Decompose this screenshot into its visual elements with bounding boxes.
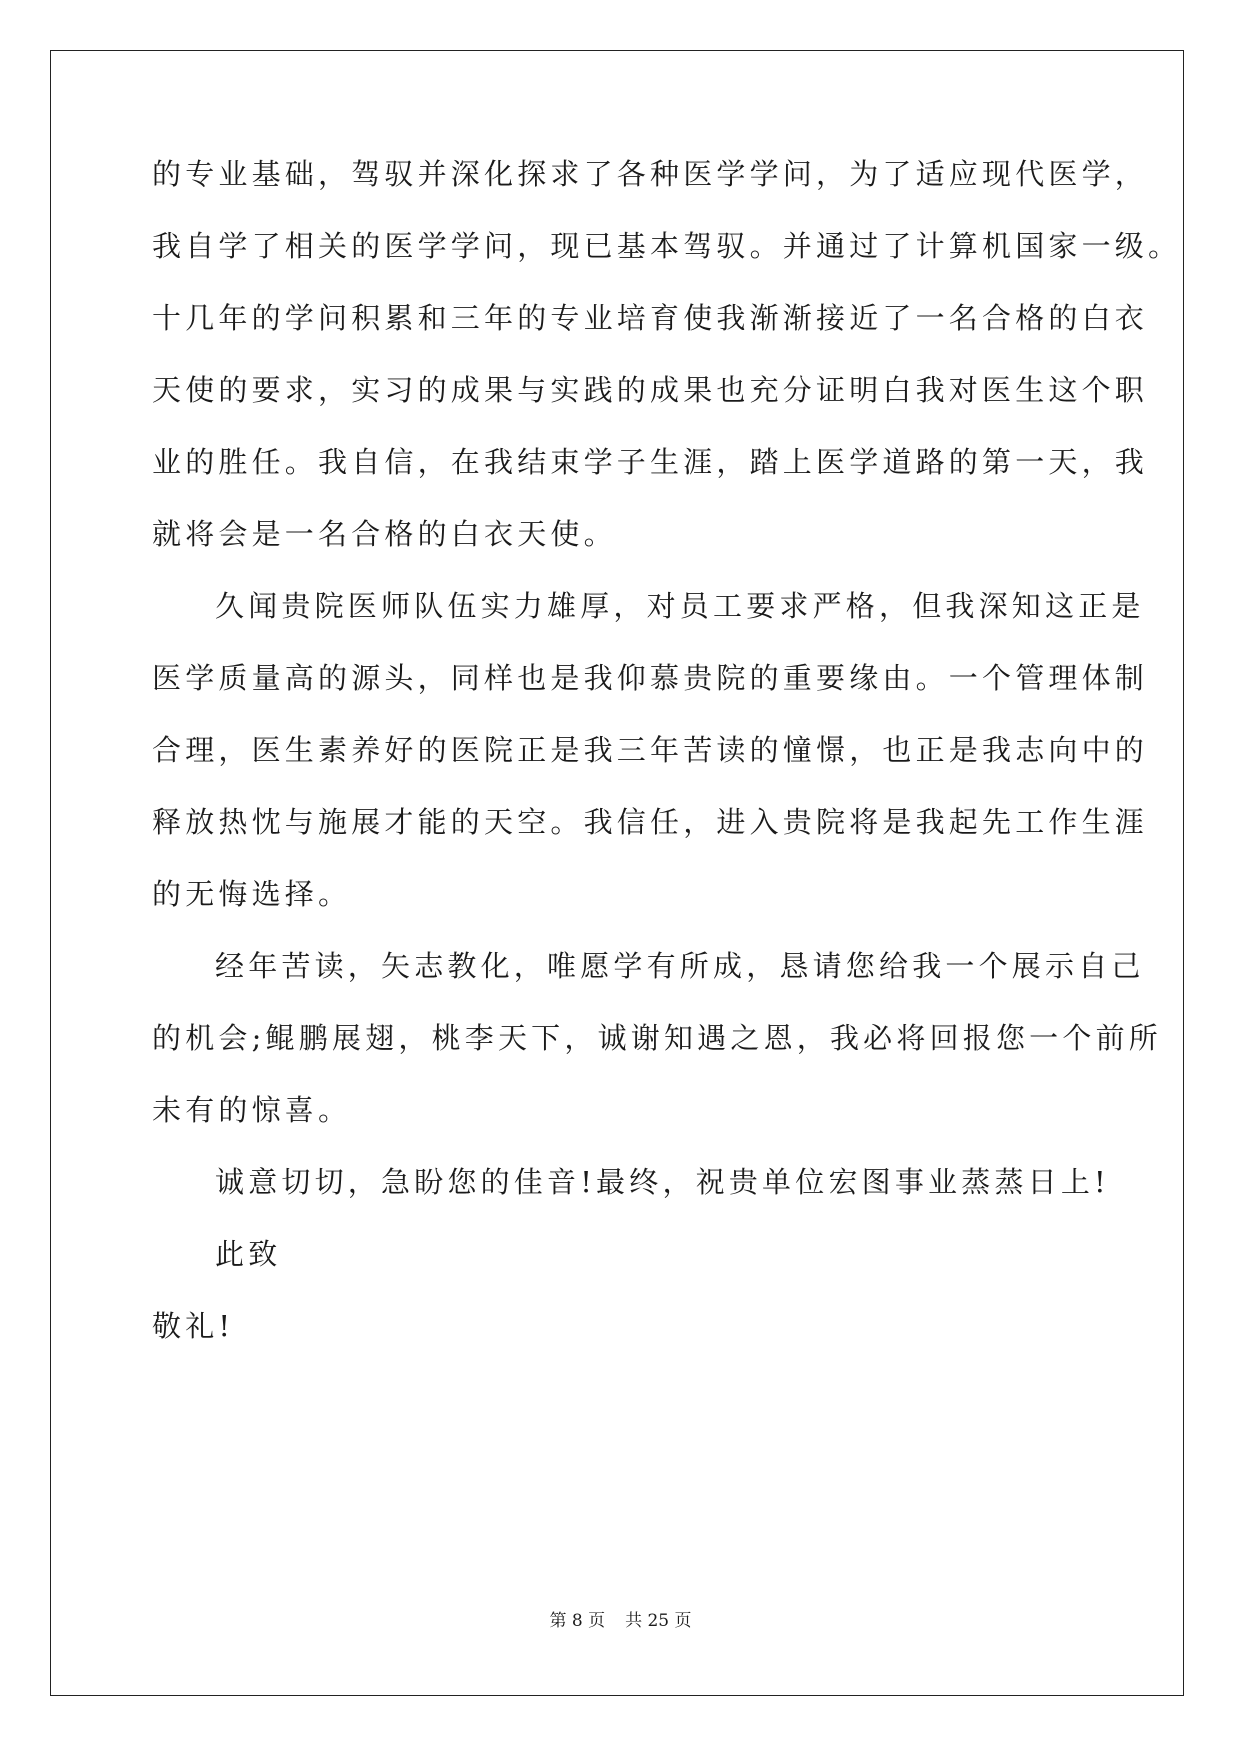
text-line: 就将会是一名合格的白衣天使。	[152, 517, 617, 551]
page-total: 共 25 页	[625, 1611, 692, 1631]
text-line: 业的胜任。我自信，在我结束学子生涯，踏上医学道路的第一天，我	[152, 445, 1149, 479]
text-line: 合理，医生素养好的医院正是我三年苦读的憧憬，也正是我志向中的	[152, 733, 1149, 767]
text-line: 的专业基础，驾驭并深化探求了各种医学学问，为了适应现代医学，	[152, 157, 1149, 191]
text-line: 天使的要求，实习的成果与实践的成果也充分证明白我对医生这个职	[152, 373, 1149, 407]
text-line: 未有的惊喜。	[152, 1093, 352, 1127]
text-line: 释放热忱与施展才能的天空。我信任，进入贵院将是我起先工作生涯	[152, 805, 1149, 839]
text-line: 我自学了相关的医学学问，现已基本驾驭。并通过了计算机国家一级。	[152, 229, 1182, 263]
salutation-line: 敬礼!	[152, 1309, 235, 1343]
closing-line: 诚意切切，急盼您的佳音!最终，祝贵单位宏图事业蒸蒸日上!	[215, 1165, 1110, 1199]
page-footer	[0, 1609, 1241, 1633]
text-line: 的机会;鲲鹏展翅，桃李天下，诚谢知遇之恩，我必将回报您一个前所	[152, 1021, 1162, 1055]
text-line: 的无悔选择。	[152, 877, 352, 911]
salutation-line: 此致	[215, 1237, 282, 1271]
paragraph-start-line: 经年苦读，矢志教化，唯愿学有所成，恳请您给我一个展示自己	[215, 949, 1145, 983]
page-number: 第 8 页	[549, 1611, 606, 1631]
paragraph-start-line: 久闻贵院医师队伍实力雄厚，对员工要求严格，但我深知这正是	[215, 589, 1145, 623]
text-line: 医学质量高的源头，同样也是我仰慕贵院的重要缘由。一个管理体制	[152, 661, 1149, 695]
text-line: 十几年的学问积累和三年的专业培育使我渐渐接近了一名合格的白衣	[152, 301, 1149, 335]
